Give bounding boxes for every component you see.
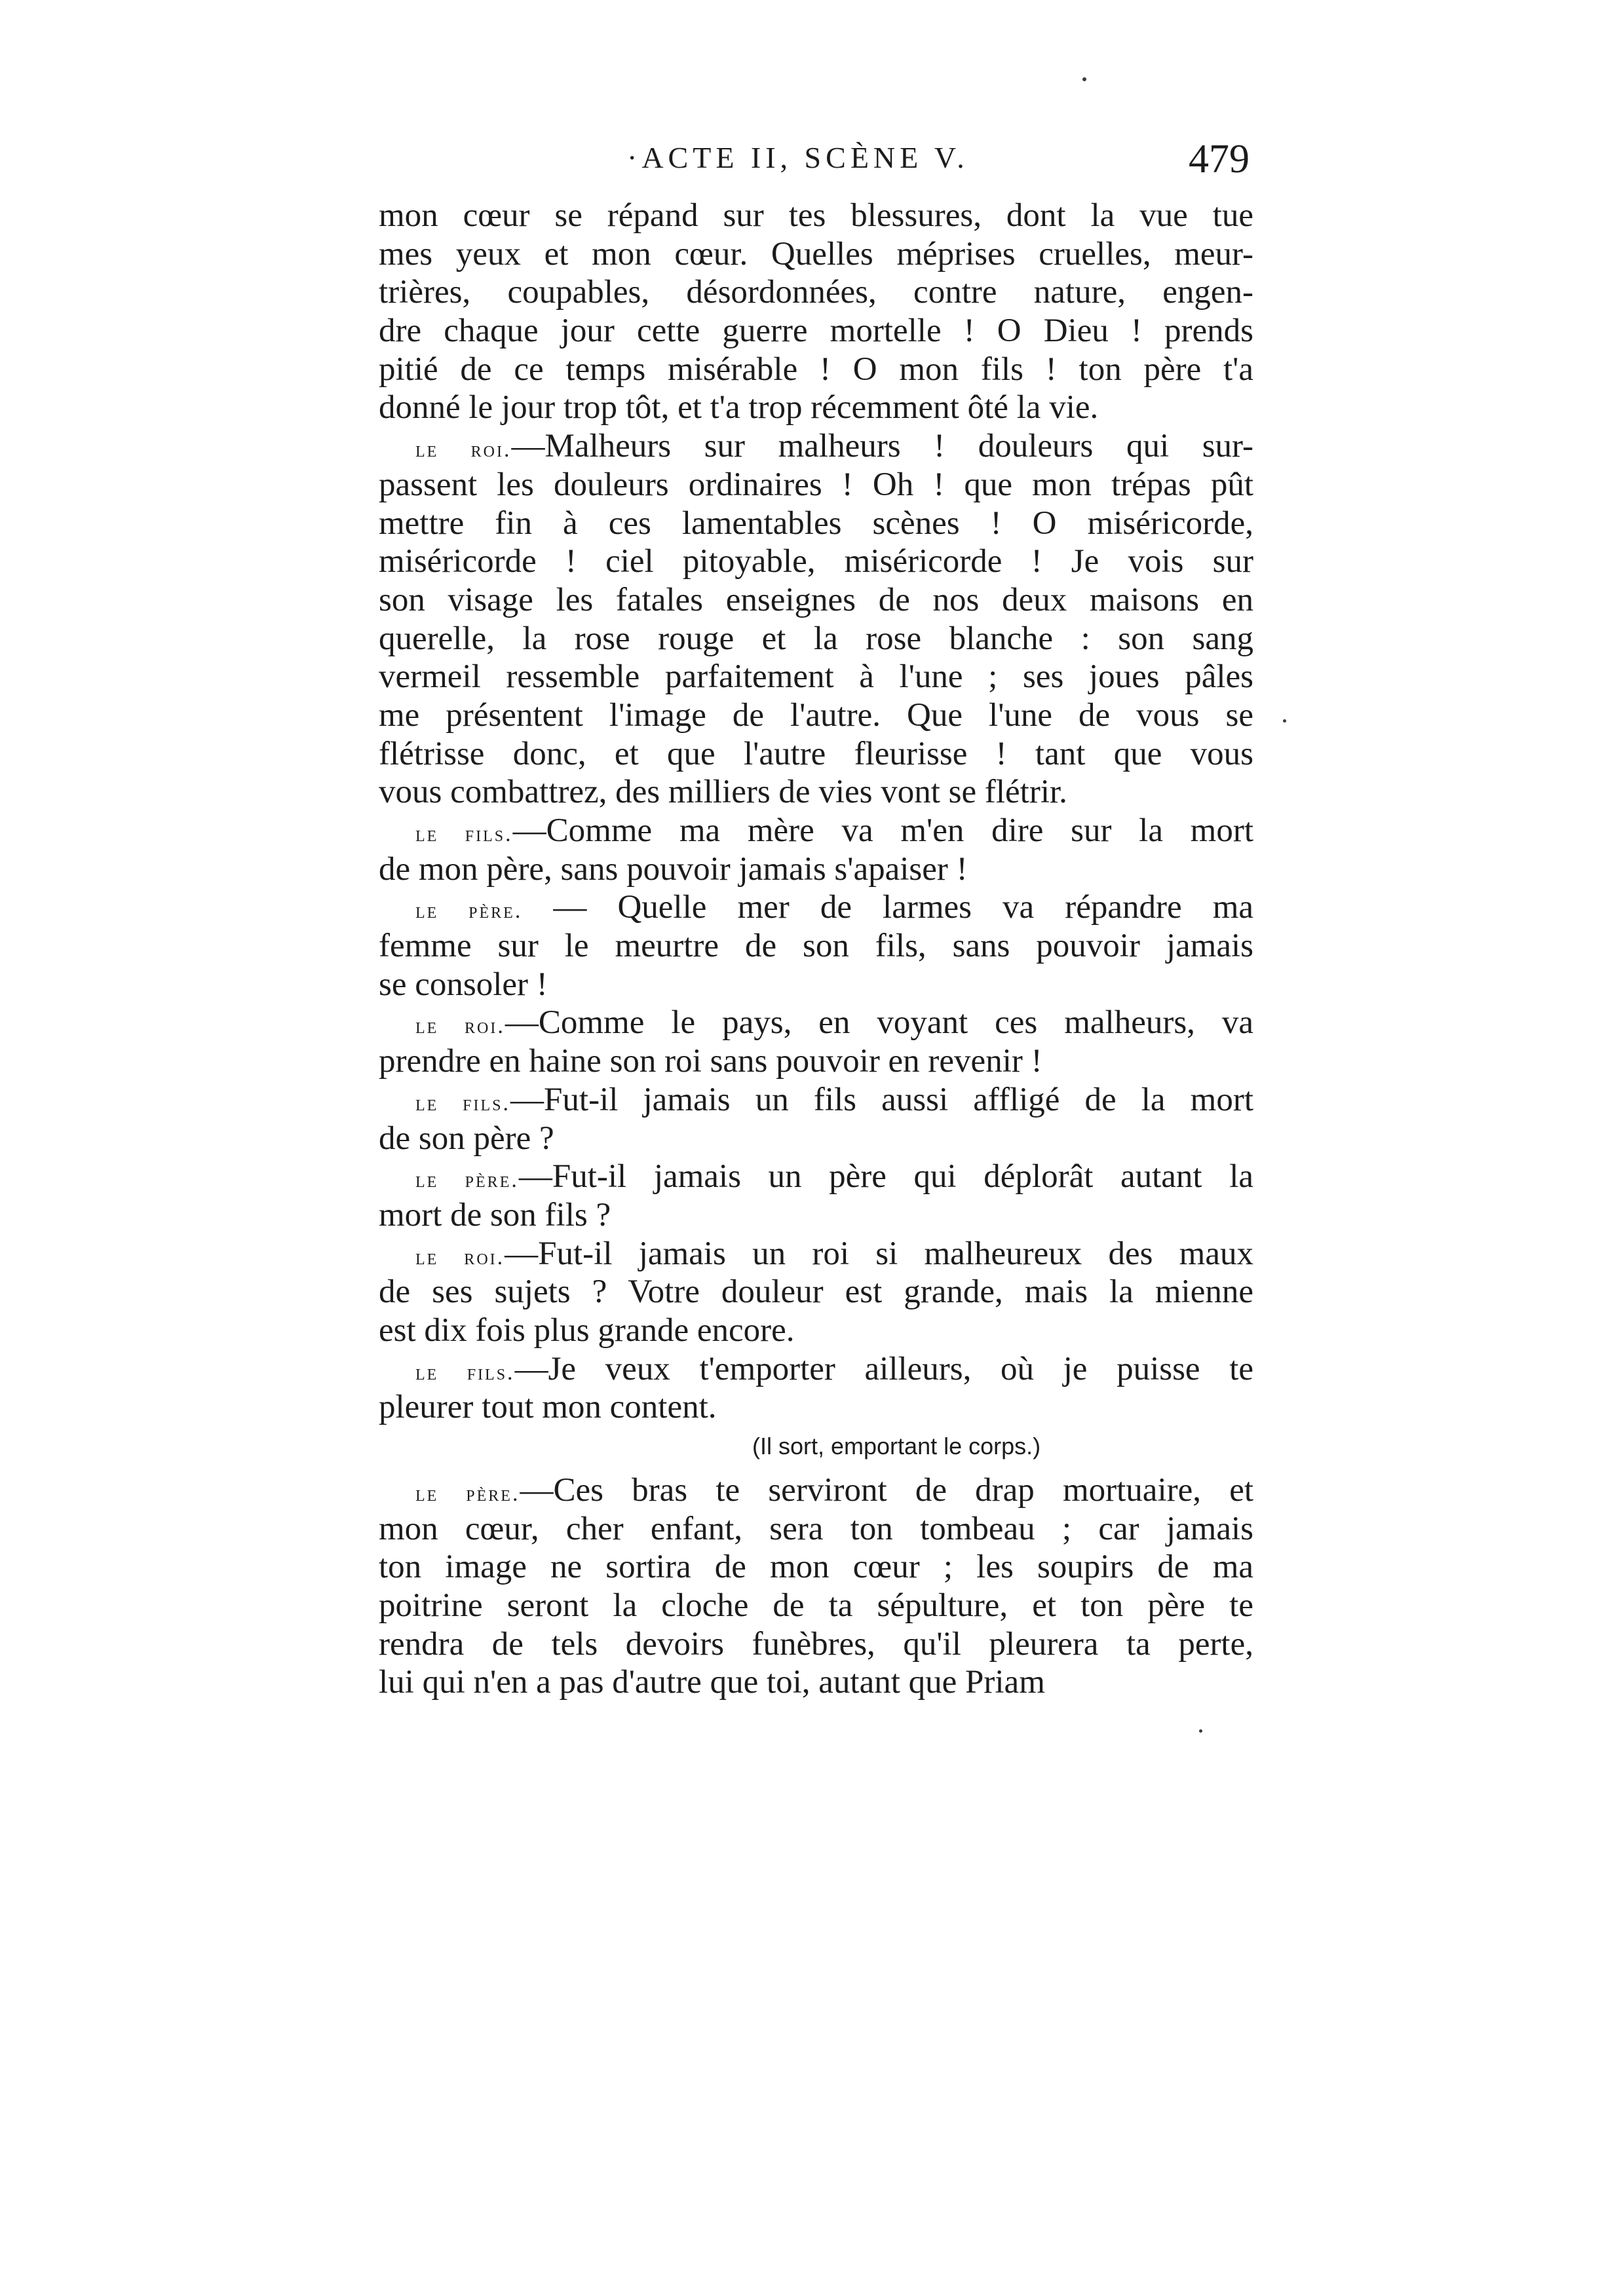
running-head: ·ACTE II, SCÈNE V. bbox=[627, 141, 969, 174]
text-line bbox=[379, 312, 1253, 350]
speech-line bbox=[379, 427, 1253, 466]
line-text: son visage les fatales enseignes de nos deux maisons en bbox=[379, 581, 1253, 618]
ink-speck bbox=[1082, 77, 1086, 81]
line-text: rendra de tels devoirs funèbres, qu'il pleurera ta perte, bbox=[379, 1625, 1253, 1663]
line-text: est dix fois plus grande encore. bbox=[379, 1311, 795, 1349]
line-text: —Fut-il jamais un fils aussi affligé de la mort bbox=[510, 1081, 1253, 1118]
text-line bbox=[379, 966, 1253, 1004]
text-line bbox=[379, 696, 1253, 735]
line-text: querelle, la rose rouge et la rose blanche : son sang bbox=[379, 620, 1253, 657]
line-text: —Fut-il jamais un père qui déplorât autant la bbox=[518, 1158, 1254, 1195]
line-text: mettre fin à ces lamentables scènes ! O miséricorde, bbox=[379, 504, 1253, 542]
text-line bbox=[379, 466, 1253, 504]
text-line bbox=[379, 735, 1253, 774]
line-text: —Je veux t'emporter ailleurs, où je puisse te bbox=[514, 1350, 1254, 1387]
text-line bbox=[379, 850, 1253, 889]
text-line bbox=[379, 581, 1253, 620]
text-line bbox=[379, 1587, 1253, 1625]
speech-line bbox=[379, 1350, 1253, 1389]
ink-speck bbox=[1283, 719, 1286, 723]
text-line bbox=[379, 927, 1253, 966]
page-header bbox=[381, 136, 1250, 189]
line-text: vous combattrez, des milliers de vies vont se flétrir. bbox=[379, 774, 1067, 811]
line-text: —Malheurs sur malheurs ! douleurs qui sur- bbox=[511, 428, 1253, 465]
text-line bbox=[379, 658, 1253, 696]
line-text: pleurer tout mon content. bbox=[379, 1389, 717, 1426]
line-text: passent les douleurs ordinaires ! Oh ! que mon trépas pût bbox=[379, 466, 1253, 503]
line-text: mes yeux et mon cœur. Quelles méprises cruelles, meur- bbox=[379, 235, 1253, 273]
line-text: mort de son fils ? bbox=[379, 1196, 611, 1233]
body-text bbox=[379, 197, 1253, 1702]
line-text: vermeil ressemble parfaitement à l'une ; ses joues pâles bbox=[379, 658, 1253, 696]
speech-line bbox=[379, 1004, 1253, 1042]
line-text: de son père ? bbox=[379, 1120, 554, 1157]
text-line bbox=[379, 1120, 1253, 1158]
line-text: —Comme le pays, en voyant ces malheurs, va bbox=[505, 1004, 1254, 1042]
line-text: trières, coupables, désordonnées, contre nature, engen- bbox=[379, 274, 1253, 311]
line-text: —Ces bras te serviront de drap mortuaire, et bbox=[520, 1472, 1253, 1509]
line-text: me présentent l'image de l'autre. Que l'une de vous se bbox=[379, 696, 1253, 734]
speech-line bbox=[379, 1471, 1253, 1510]
line-text: femme sur le meurtre de son fils, sans pouvoir jamais bbox=[379, 928, 1253, 965]
text-line bbox=[379, 1388, 1253, 1427]
line-text: pitié de ce temps misérable ! O mon fils ! ton père t'a bbox=[379, 350, 1253, 388]
text-line bbox=[379, 1273, 1253, 1311]
page-number: 479 bbox=[1189, 137, 1250, 181]
line-text: flétrisse donc, et que l'autre fleurisse ! tant que vous bbox=[379, 735, 1253, 772]
speaker-name: le fils. bbox=[415, 822, 513, 846]
speech-line bbox=[379, 1081, 1253, 1120]
text-line bbox=[379, 1042, 1253, 1081]
speaker-name: le père. bbox=[415, 899, 523, 924]
text-line bbox=[379, 773, 1253, 812]
text-line bbox=[379, 235, 1253, 274]
text-line bbox=[379, 504, 1253, 543]
line-text: poitrine seront la cloche de ta sépulture, et ton père te bbox=[379, 1587, 1253, 1625]
line-text: se consoler ! bbox=[379, 966, 548, 1003]
line-text: —Fut-il jamais un roi si malheureux des maux bbox=[505, 1235, 1253, 1272]
text-line bbox=[379, 1311, 1253, 1350]
speaker-name: le père. bbox=[415, 1168, 519, 1193]
text-line bbox=[379, 620, 1253, 658]
text-line bbox=[379, 1510, 1253, 1549]
speech-line bbox=[379, 888, 1253, 927]
speaker-name: le fils. bbox=[415, 1360, 515, 1385]
line-text: —Comme ma mère va m'en dire sur la mort bbox=[512, 812, 1253, 849]
line-text: — Quelle mer de larmes va répandre ma bbox=[522, 889, 1253, 926]
line-text: de ses sujets ? Votre douleur est grande, mais la mienne bbox=[379, 1273, 1253, 1311]
stage-direction: (Il sort, emportant le corps.) bbox=[752, 1433, 1041, 1459]
speaker-name: le roi. bbox=[415, 438, 512, 462]
line-text: prendre en haine son roi sans pouvoir en revenir ! bbox=[379, 1043, 1042, 1080]
speaker-name: le roi. bbox=[415, 1014, 505, 1039]
line-text: miséricorde ! ciel pitoyable, miséricorde ! Je vois sur bbox=[379, 543, 1253, 580]
line-text: donné le jour trop tôt, et t'a trop récemment ôté la vie. bbox=[379, 389, 1099, 426]
text-line bbox=[379, 542, 1253, 581]
speech-line bbox=[379, 1157, 1253, 1196]
speaker-name: le fils. bbox=[415, 1091, 511, 1116]
text-line bbox=[379, 1548, 1253, 1587]
speaker-name: le roi. bbox=[415, 1245, 505, 1270]
speaker-name: le père. bbox=[415, 1482, 520, 1506]
line-text: mon cœur se répand sur tes blessures, dont la vue tue bbox=[379, 197, 1253, 234]
text-line bbox=[379, 1196, 1253, 1235]
line-text: lui qui n'en a pas d'autre que toi, autant que Priam bbox=[379, 1664, 1045, 1701]
line-text: de mon père, sans pouvoir jamais s'apaiser ! bbox=[379, 850, 968, 888]
text-line bbox=[379, 1663, 1253, 1702]
text-line bbox=[379, 273, 1253, 312]
text-line bbox=[379, 350, 1253, 389]
line-text: mon cœur, cher enfant, sera ton tombeau ; car jamais bbox=[379, 1510, 1253, 1547]
text-line bbox=[379, 1625, 1253, 1664]
text-line bbox=[379, 197, 1253, 235]
ink-speck bbox=[1199, 1729, 1202, 1733]
line-text: dre chaque jour cette guerre mortelle ! O Dieu ! prends bbox=[379, 312, 1253, 350]
speech-line bbox=[379, 812, 1253, 850]
text-line bbox=[379, 388, 1253, 427]
line-text: ton image ne sortira de mon cœur ; les soupirs de ma bbox=[379, 1549, 1253, 1586]
speech-line bbox=[379, 1235, 1253, 1273]
